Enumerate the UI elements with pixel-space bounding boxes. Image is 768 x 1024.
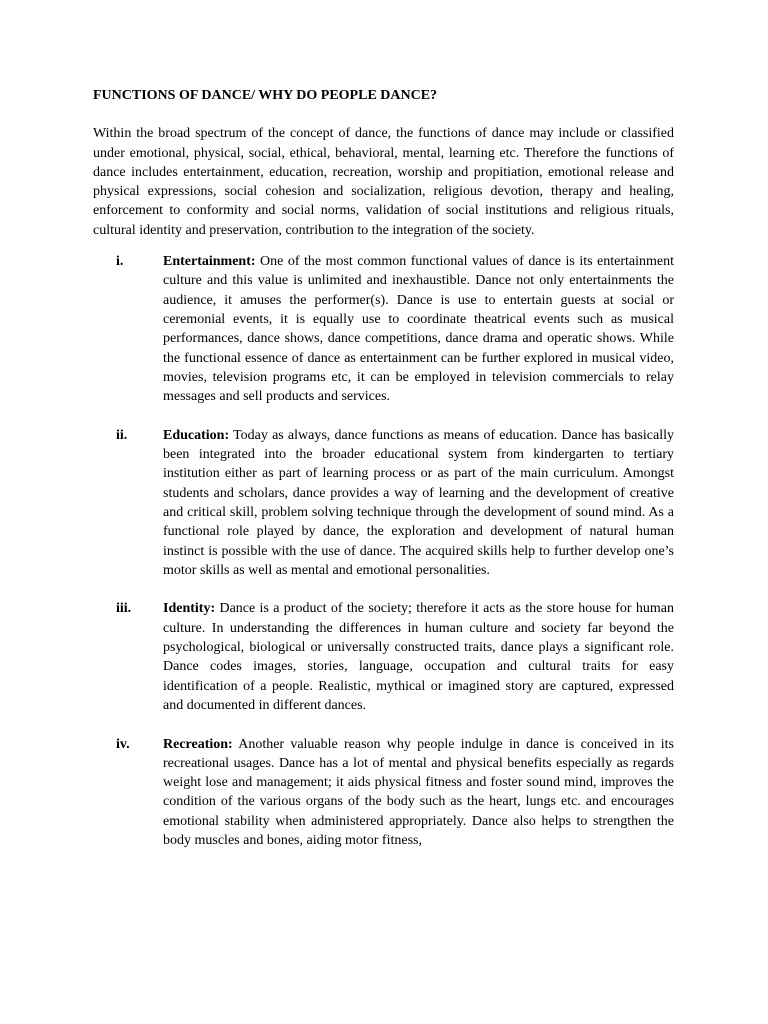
list-text: Another valuable reason why people indulge in dance is conceived in its recreational usages. Dance has a lot of mental and physical benefits especially as regards weight lose and management; it aids physical fitness and foster sound mind, improves the condition of the various organs of the body such as the heart, lungs etc. and encourages emotional stability when administered appropriately. Dance also helps to strengthen the body muscles and bones, aiding motor fitness, bbox=[163, 736, 674, 848]
list-text: Today as always, dance functions as means of education. Dance has basically been integrated into the broader educational system from kindergarten to tertiary institution either as part of learning process or as part of the main curriculum. Amongst students and scholars, dance provides a way of learning and the development of creative and critical skill, problem solving technique through the development of sound mind. As a functional role played by dance, the exploration and development of natural human instinct is possible with the use of dance. The acquired skills help to further develop one’s motor skills as well as mental and emotional personalities. bbox=[163, 427, 674, 578]
list-heading: Identity: bbox=[163, 601, 216, 617]
list-text: One of the most common functional values of dance is its entertainment culture and this value is unlimited and inexhaustible. Dance not only entertainments the audience, it amuses the performer(s). Dance is use to entertain guests at social or ceremonial events, it is equally use to coordinate theatrical events such as musical performances, dance shows, dance competitions, dance drama and operatic shows. While the functional essence of dance as entertainment can be further explored in musical video, movies, television programs etc, it can be employed in television commercials to relay messages and sell products and services. bbox=[163, 254, 675, 405]
list-item-recreation bbox=[93, 735, 674, 851]
list-heading: Entertainment: bbox=[163, 254, 256, 270]
list-marker: iv. bbox=[116, 736, 130, 752]
list-item-entertainment bbox=[93, 252, 674, 406]
document-title: FUNCTIONS OF DANCE/ WHY DO PEOPLE DANCE? bbox=[93, 88, 438, 103]
list-marker: ii. bbox=[116, 427, 128, 443]
list-item-identity bbox=[93, 599, 674, 715]
list-heading: Education: bbox=[163, 427, 230, 443]
list-heading: Recreation: bbox=[163, 736, 233, 752]
list-text: Dance is a product of the society; therefore it acts as the store house for human culture. In understanding the differences in human culture and society far beyond the psychological, biological or universally constructed traits, dance plays a significant role. Dance codes images, stories, language, occupation and cultural traits for easy identification of a people. Realistic, mythical or imagined story are captured, expressed and documented in different dances. bbox=[163, 601, 675, 713]
list-item-education bbox=[93, 426, 674, 580]
list-marker: iii. bbox=[116, 601, 132, 617]
document-page bbox=[93, 86, 674, 870]
list-marker: i. bbox=[116, 254, 124, 270]
intro-paragraph: Within the broad spectrum of the concept of dance, the functions of dance may include or classified under emotional, physical, social, ethical, behavioral, mental, learning etc. Therefore the functions of dance includes entertainment, education, recreation, worship and propitiation, emotional release and physical expressions, social cohesion and socialization, religious devotion, therapy and healing, enforcement to conformity and social norms, validation of social institutions and religious rituals, cultural identity and preservation, contribution to the integration of the society. bbox=[93, 126, 674, 238]
